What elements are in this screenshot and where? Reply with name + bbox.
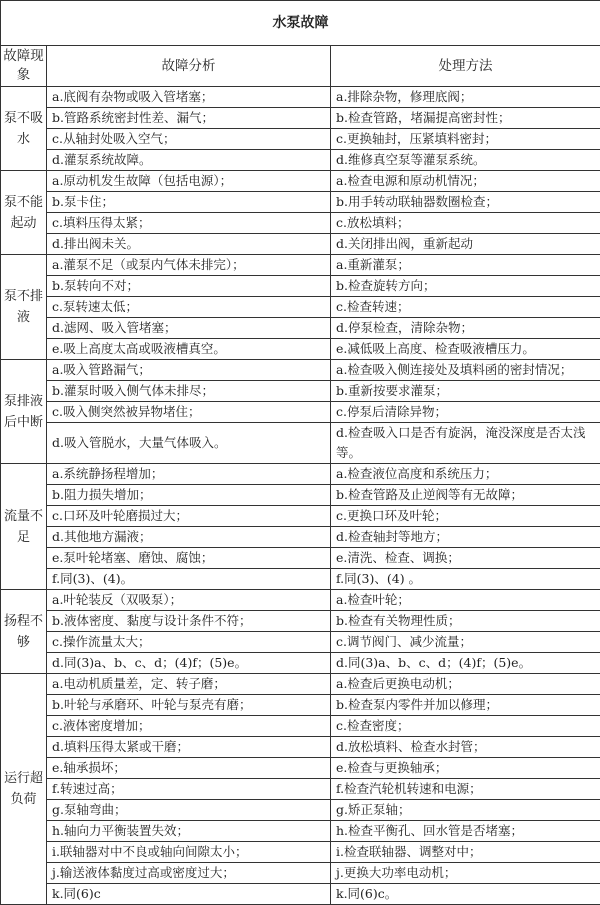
treatment-method-cell: i.检查联轴器、调整对中； (331, 842, 600, 863)
table-row (1, 611, 600, 632)
fault-analysis-cell: f.同(3)、(4)。 (47, 569, 331, 590)
table-row (1, 360, 600, 381)
treatment-method-cell: d.检查轴封等地方； (331, 527, 600, 548)
table-row (1, 129, 600, 150)
fault-analysis-cell: e.轴承损坏； (47, 758, 331, 779)
fault-analysis-cell: h.轴向力平衡装置失效； (47, 821, 331, 842)
fault-symptom: 泵排液后中断 (1, 360, 47, 464)
fault-analysis-cell: c.填料压得太紧； (47, 213, 331, 234)
fault-analysis-cell: b.泵转向不对； (47, 276, 331, 297)
table-row (1, 653, 600, 674)
table-row (1, 548, 600, 569)
header-method: 处理方法 (331, 46, 600, 87)
treatment-method-cell: a.检查液位高度和系统压力； (331, 464, 600, 485)
fault-analysis-cell: a.电动机质量差，定、转子磨； (47, 674, 331, 695)
table-row (1, 569, 600, 590)
table-row (1, 527, 600, 548)
table-row (1, 716, 600, 737)
table-row (1, 276, 600, 297)
treatment-method-cell: b.检查泵内零件并加以修理； (331, 695, 600, 716)
fault-analysis-cell: b.阻力损失增加； (47, 485, 331, 506)
fault-symptom: 泵不能起动 (1, 171, 47, 255)
fault-analysis-cell: f.转速过高； (47, 779, 331, 800)
table-row (1, 485, 600, 506)
table-row (1, 402, 600, 423)
treatment-method-cell: c.调节阀门、减少流量； (331, 632, 600, 653)
table-row (1, 590, 600, 611)
treatment-method-cell: c.检查密度； (331, 716, 600, 737)
treatment-method-cell: b.检查管路，堵漏提高密封性； (331, 108, 600, 129)
fault-symptom: 流量不足 (1, 464, 47, 590)
treatment-method-cell: e.检查与更换轴承； (331, 758, 600, 779)
table-row (1, 87, 600, 108)
table-row (1, 171, 600, 192)
treatment-method-cell: b.检查旋转方向； (331, 276, 600, 297)
fault-symptom: 泵不吸水 (1, 87, 47, 171)
fault-analysis-cell: j.输送液体黏度过高或密度过大； (47, 863, 331, 884)
table-row (1, 821, 600, 842)
table-row (1, 758, 600, 779)
treatment-method-cell: c.停泵后清除异物； (331, 402, 600, 423)
treatment-method-cell: f.同(3)、(4) 。 (331, 569, 600, 590)
treatment-method-cell: a.检查后更换电动机； (331, 674, 600, 695)
table-row (1, 423, 600, 464)
treatment-method-cell: c.更换轴封，压紧填料密封； (331, 129, 600, 150)
treatment-method-cell: a.排除杂物，修理底阀； (331, 87, 600, 108)
fault-analysis-cell: b.灌泵时吸入侧气体未排尽； (47, 381, 331, 402)
fault-analysis-cell: c.从轴封处吸入空气； (47, 129, 331, 150)
table-row (1, 842, 600, 863)
fault-analysis-cell: a.吸入管路漏气； (47, 360, 331, 381)
treatment-method-cell: c.放松填料； (331, 213, 600, 234)
table-row (1, 800, 600, 821)
treatment-method-cell: a.检查叶轮； (331, 590, 600, 611)
fault-analysis-cell: a.叶轮装反（双吸泵）； (47, 590, 331, 611)
treatment-method-cell: e.减低吸上高度、检查吸液槽压力。 (331, 339, 600, 360)
table-row (1, 632, 600, 653)
fault-analysis-cell: a.系统静扬程增加； (47, 464, 331, 485)
table-row (1, 674, 600, 695)
treatment-method-cell: c.检查转速； (331, 297, 600, 318)
treatment-method-cell: d.放松填料、检查水封管； (331, 737, 600, 758)
table-row (1, 464, 600, 485)
fault-analysis-cell: e.泵叶轮堵塞、磨蚀、腐蚀； (47, 548, 331, 569)
fault-analysis-cell: b.泵卡住； (47, 192, 331, 213)
table-row (1, 108, 600, 129)
fault-analysis-cell: c.口环及叶轮磨损过大； (47, 506, 331, 527)
fault-analysis-cell: e.吸上高度太高或吸液槽真空。 (47, 339, 331, 360)
fault-analysis-cell: d.填料压得太紧或干磨； (47, 737, 331, 758)
table-row (1, 506, 600, 527)
fault-analysis-cell: d.同(3)a、b、c、d；(4)f；(5)e。 (47, 653, 331, 674)
treatment-method-cell: d.同(3)a、b、c、d；(4)f；(5)e。 (331, 653, 600, 674)
table-row (1, 150, 600, 171)
treatment-method-cell: c.更换口环及叶轮； (331, 506, 600, 527)
fault-analysis-cell: c.吸入侧突然被异物堵住； (47, 402, 331, 423)
header-symptom: 故障现象 (1, 46, 47, 87)
table-title: 水泵故障 (1, 1, 600, 46)
treatment-method-cell: g.矫正泵轴； (331, 800, 600, 821)
treatment-method-cell: b.检查管路及止逆阀等有无故障； (331, 485, 600, 506)
fault-analysis-cell: b.管路系统密封性差、漏气； (47, 108, 331, 129)
table-row (1, 297, 600, 318)
treatment-method-cell: b.用手转动联轴器数圈检查； (331, 192, 600, 213)
table-row (1, 255, 600, 276)
fault-analysis-cell: b.液体密度、黏度与设计条件不符； (47, 611, 331, 632)
fault-symptom: 扬程不够 (1, 590, 47, 674)
fault-analysis-cell: c.泵转速太低； (47, 297, 331, 318)
treatment-method-cell: a.重新灌泵； (331, 255, 600, 276)
fault-analysis-cell: d.灌泵系统故障。 (47, 150, 331, 171)
fault-analysis-cell: i.联轴器对中不良或轴向间隙太小； (47, 842, 331, 863)
fault-analysis-cell: c.液体密度增加； (47, 716, 331, 737)
fault-analysis-cell: d.其他地方漏液； (47, 527, 331, 548)
fault-symptom: 泵不排液 (1, 255, 47, 360)
table-row (1, 213, 600, 234)
fault-analysis-cell: d.滤网、吸入管堵塞； (47, 318, 331, 339)
table-row (1, 737, 600, 758)
table-row (1, 318, 600, 339)
table-row (1, 339, 600, 360)
header-analysis: 故障分析 (47, 46, 331, 87)
treatment-method-cell: d.停泵检查，清除杂物； (331, 318, 600, 339)
treatment-method-cell: j.更换大功率电动机； (331, 863, 600, 884)
fault-analysis-cell: a.灌泵不足（或泵内气体未排完）； (47, 255, 331, 276)
treatment-method-cell: k.同(6)c。 (331, 884, 600, 905)
table-row (1, 234, 600, 255)
fault-analysis-cell: c.操作流量太大； (47, 632, 331, 653)
table-row (1, 192, 600, 213)
treatment-method-cell: d.关闭排出阀，重新起动 (331, 234, 600, 255)
treatment-method-cell: d.检查吸入口是否有旋涡，淹没深度是否太浅等。 (331, 423, 600, 464)
fault-analysis-cell: k.同(6)c (47, 884, 331, 905)
fault-analysis-cell: b.叶轮与承磨环、叶轮与泵壳有磨； (47, 695, 331, 716)
table-row (1, 779, 600, 800)
treatment-method-cell: h.检查平衡孔、回水管是否堵塞； (331, 821, 600, 842)
fault-analysis-cell: g.泵轴弯曲； (47, 800, 331, 821)
fault-analysis-cell: a.原动机发生故障（包括电源）； (47, 171, 331, 192)
table-row (1, 381, 600, 402)
treatment-method-cell: d.维修真空泵等灌泵系统。 (331, 150, 600, 171)
treatment-method-cell: b.重新按要求灌泵； (331, 381, 600, 402)
table-body (1, 87, 600, 905)
treatment-method-cell: a.检查吸入侧连接处及填料函的密封情况； (331, 360, 600, 381)
treatment-method-cell: a.检查电源和原动机情况； (331, 171, 600, 192)
treatment-method-cell: e.清洗、检查、调换； (331, 548, 600, 569)
fault-analysis-cell: a.底阀有杂物或吸入管堵塞； (47, 87, 331, 108)
fault-analysis-cell: d.吸入管脱水，大量气体吸入。 (47, 423, 331, 464)
table-row (1, 884, 600, 905)
table-row (1, 863, 600, 884)
fault-symptom: 运行超负荷 (1, 674, 47, 905)
table-row (1, 695, 600, 716)
treatment-method-cell: f.检查汽轮机转速和电源； (331, 779, 600, 800)
treatment-method-cell: b.检查有关物理性质； (331, 611, 600, 632)
fault-analysis-cell: d.排出阀未关。 (47, 234, 331, 255)
